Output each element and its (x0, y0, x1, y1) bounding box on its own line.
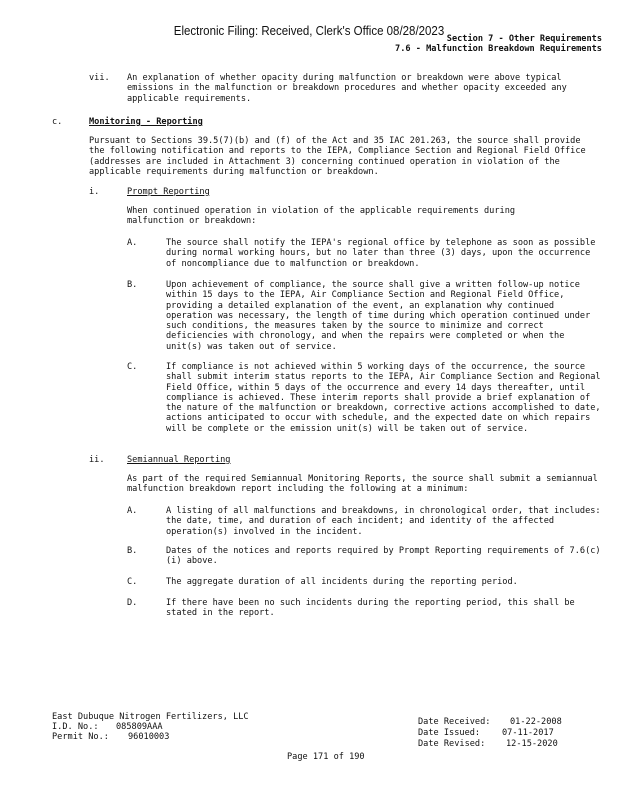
subsection-ii-number: ii. (89, 455, 105, 465)
footer-permit-label: Permit No.: (52, 732, 109, 742)
subsection-i-title: Prompt Reporting (127, 187, 210, 197)
semiannual-item-a-letter: A. (127, 506, 138, 516)
section-c-intro: Pursuant to Sections 39.5(7)(b) and (f) of the Act and 35 IAC 201.263, the source shall provide the following notification and reports to the IEPA, Compliance Section and Regional Field Office (addresses are included in Attachment 3) concerning continued operation in violation of the applicable requirements during malfunction or breakdown. (89, 136, 586, 177)
prompt-item-c-letter: C. (127, 362, 138, 372)
semiannual-item-b-text: Dates of the notices and reports required by Prompt Reporting requirements of 7.6(c)(i) above. (166, 546, 601, 567)
footer-permit-value: 96010003 (128, 732, 170, 742)
subsection-i-number: i. (89, 187, 100, 197)
footer-id-value: 085809AAA (116, 722, 163, 732)
footer-revised-label: Date Revised: (418, 739, 486, 749)
prompt-item-c-text: If compliance is not achieved within 5 working days of the occurrence, the source shall submit interim status reports to the IEPA, Air Compliance Section and Regional Field Office, within 5 days of the occurrence and every 14 days thereafter, until compliance is achieved. These interim reports shall provide a brief explanation of the nature of the malfunction or breakdown, corrective actions accomplished to date, actions anticipated to occur with schedule, and the expected date on which repairs will be complete or the emission unit(s) will be taken out of service. (166, 362, 601, 434)
footer-revised-value: 12-15-2020 (506, 739, 558, 749)
prompt-item-a-letter: A. (127, 238, 138, 248)
semiannual-item-c-text: The aggregate duration of all incidents during the reporting period. (166, 577, 518, 587)
item-vii-text: An explanation of whether opacity during malfunction or breakdown were above typical emissions in the malfunction or breakdown procedures and whether opacity exceeded any applicable requirements. (127, 73, 567, 104)
section-c-title: Monitoring - Reporting (89, 117, 203, 127)
footer-received-label: Date Received: (418, 717, 491, 727)
footer-issued-value: 07-11-2017 (502, 728, 554, 738)
section-header-line2: 7.6 - Malfunction Breakdown Requirements (395, 44, 602, 54)
subsection-i-intro: When continued operation in violation of the applicable requirements during malfunction or breakdown: (127, 206, 516, 227)
prompt-item-a-text: The source shall notify the IEPA's regional office by telephone as soon as possible during normal working hours, but no later than three (3) days, upon the occurrence of noncompliance due to malfunction or breakdown. (166, 238, 596, 269)
semiannual-item-c-letter: C. (127, 577, 138, 587)
footer-company: East Dubuque Nitrogen Fertilizers, LLC (52, 712, 249, 722)
subsection-ii-intro: As part of the required Semiannual Monitoring Reports, the source shall submit a semiannual malfunction breakdown report including the following at a minimum: (127, 474, 598, 495)
electronic-filing-stamp: Electronic Filing: Received, Clerk's Office 08/28/2023 (173, 24, 445, 38)
semiannual-item-d-letter: D. (127, 598, 138, 608)
prompt-item-b-letter: B. (127, 280, 138, 290)
prompt-item-b-text: Upon achievement of compliance, the source shall give a written follow-up notice within 15 days to the IEPA, Air Compliance Section and Regional Field Office, providing a detailed explanation of the event, an explanation why continued operation was necessary, the length of time during which operation continued under such conditions, the measures taken by the source to minimize and correct deficiencies with chronology, and when the repairs were completed or when the unit(s) was taken out of service. (166, 280, 591, 352)
footer-received-value: 01-22-2008 (510, 717, 562, 727)
semiannual-item-d-text: If there have been no such incidents during the reporting period, this shall be stated in the report. (166, 598, 575, 619)
item-vii-number: vii. (89, 73, 110, 83)
subsection-ii-title: Semiannual Reporting (127, 455, 231, 465)
semiannual-item-a-text: A listing of all malfunctions and breakdowns, in chronological order, that includes: the date, time, and duration of each incident; and identity of the affected operation(s) involved in the incident. (166, 506, 601, 537)
section-header-line1: Section 7 - Other Requirements (446, 34, 602, 44)
section-c-letter: c. (52, 117, 63, 127)
semiannual-item-b-letter: B. (127, 546, 138, 556)
footer-issued-label: Date Issued: (418, 728, 481, 738)
footer-id-label: I.D. No.: (52, 722, 99, 732)
footer-page-number: Page 171 of 190 (287, 752, 365, 762)
